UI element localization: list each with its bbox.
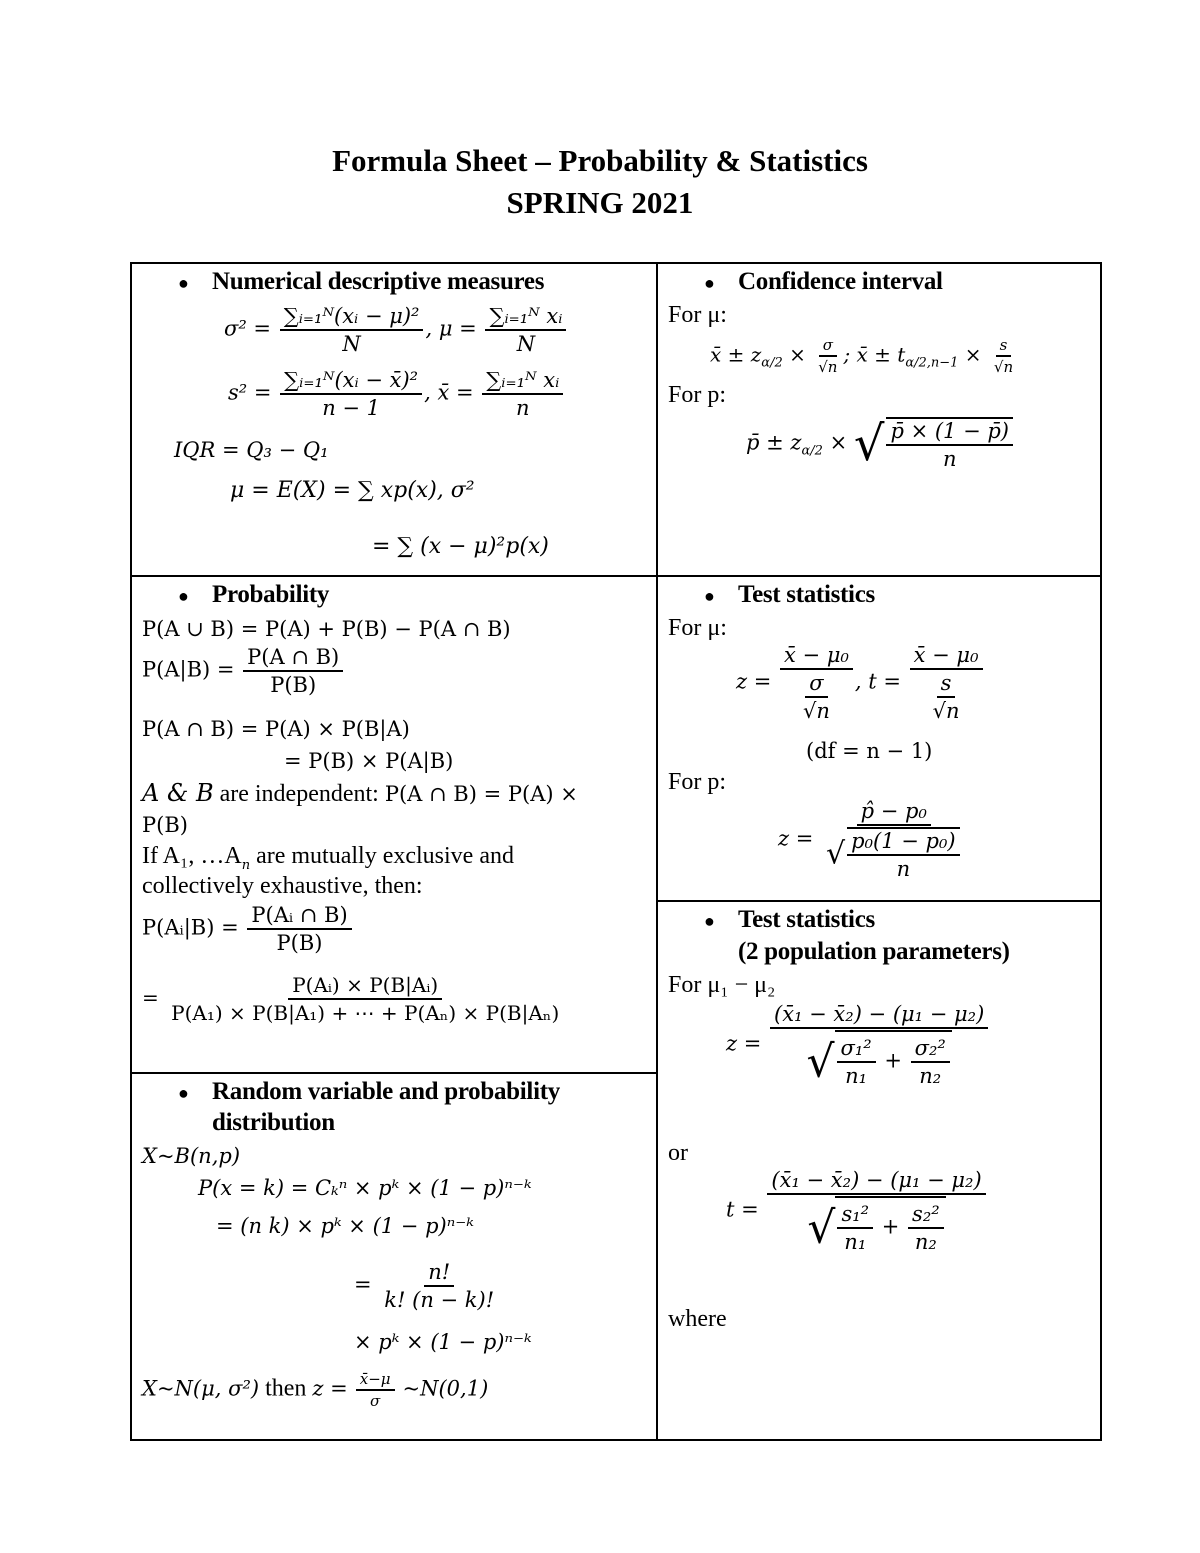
xbar-frac [482,368,563,420]
sigma2-num: ∑ᵢ₌₁ᴺ(xᵢ − μ)² [280,304,424,331]
bayes-num: P(Aᵢ ∩ B) [247,903,351,930]
ts2-t-formula [726,1168,988,1254]
mu-lhs: , μ = [425,316,477,341]
ts2-t-lhs: t = [726,1197,759,1222]
ci-mu-part-c: ; x̄ ± t [843,342,906,367]
ts-for-mu: For μ: [668,615,727,641]
ci-mu-frac1-den: √n [818,358,838,376]
normal-a: X~N(μ, σ²) [142,1376,260,1401]
xbar-num: ∑ᵢ₌₁ᴺ xᵢ [482,368,563,395]
confidence-heading-text: Confidence interval [738,268,943,295]
expectation-formula: μ = E(X) = ∑ xp(x), σ² [230,478,475,503]
intersection-formula-1: P(A ∩ B) = P(A) × P(B|A) [142,717,410,741]
ci-mu-formula [710,336,1019,376]
ts2-t-root-b-den: n₂ [914,1230,937,1254]
ci-for-mu: For μ: [668,302,727,328]
sqrt-icon: √ [806,1036,835,1088]
probability-cell [132,577,656,1072]
ts-t-lhs: , t = [854,669,901,694]
confidence-heading [704,268,943,296]
test-stats-heading [704,581,875,609]
bullet-icon: ● [178,586,189,606]
binomial-pmf-3 [354,1260,500,1312]
ts2-for-mu-text: For μ₁ − μ₂ [668,972,776,998]
bayes-formula-expanded [142,973,565,1025]
binomial-pmf-2: = (n k) × pᵏ × (1 − p)ⁿ⁻ᵏ [216,1214,474,1238]
table-right-border [1100,262,1102,1441]
intersection-formula-2: = P(B) × P(A|B) [284,749,454,773]
probability-heading-text: Probability [212,581,330,608]
test-stats2-heading-2: (2 population parameters) [738,938,1010,965]
ts-zp-frac [822,799,966,881]
ci-mu-times-1: × [789,342,806,367]
indep-c: P(A ∩ B) = P(A) × [384,782,578,806]
bullet-icon: ● [178,273,189,293]
numerical-heading-text: Numerical descriptive measures [212,268,545,295]
union-formula: P(A ∪ B) = P(A) + P(B) − P(A ∩ B) [142,617,511,641]
ts2-t-root-b-num: s₂² [908,1202,944,1229]
numerical-heading [178,268,545,296]
variance-population-formula [224,304,568,356]
ts-z-num: x̄ − μ₀ [780,643,853,670]
ci-mu-frac-2 [990,336,1017,376]
ts2-t-root-a-den: n₁ [844,1230,867,1254]
ci-p-part-a: p̄ ± z [746,430,802,455]
ts2-z-root-a-den: n₁ [845,1064,868,1088]
sigma2-den: N [342,332,361,356]
cond-lhs: P(A|B) = [142,657,235,682]
normal-standardize [142,1370,488,1410]
xbar-den: n [516,396,530,420]
numerical-measures-cell [132,264,656,575]
ts2-z-root-b-den: n₂ [919,1064,942,1088]
iqr-formula: IQR = Q₃ − Q₁ [174,438,329,462]
bayes2-lhs: = [142,985,159,1010]
ci-p-root-frac [886,417,1013,471]
ts2-t-den [803,1195,949,1254]
table-bottom-border [130,1439,1102,1441]
page-title: Formula Sheet – Probability & Statistics [332,143,868,178]
test-stats2-heading-1: Test statistics [738,906,875,933]
ts2-t-num: (x̄₁ − x̄₂) − (μ₁ − μ₂) [767,1168,985,1195]
ci-mu-times-2: × [964,342,982,367]
random-variable-heading [178,1078,560,1106]
ts-t-num: x̄ − μ₀ [910,643,983,670]
s2-num: ∑ᵢ₌₁ᴺ(xᵢ − x̄)² [280,368,422,395]
indep-a: A & B [142,779,214,807]
ts2-t-root-b [908,1202,944,1254]
ts2-z-root: $\frac{\text{σ₁²}}{\text{n₁}}$ + $\frac{\text{σ₂²}}{\text{n₂}}$ [835,1030,952,1088]
ci-mu-sub-c: α/2,n−1 [905,355,959,371]
ci-for-p: For p: [668,382,727,408]
xbar-lhs: , x̄ = [424,380,474,405]
bayes2-num: P(Aᵢ) × P(B|Aᵢ) [288,973,442,1000]
ts-zp-den [822,826,966,881]
binomial-def: X~B(n,p) [142,1144,241,1168]
mu-den: N [516,332,536,356]
indep-b: are independent: [213,781,385,807]
ts2-t-root-a-num: s₁² [837,1202,873,1229]
ts2-z-den [803,1029,956,1088]
ts-t-frac [910,643,983,723]
pmf3-den: k! (n − k)! [384,1288,495,1312]
ci-p-sub-a: α/2 [801,443,823,459]
normal-c: z = [312,1376,348,1401]
ts2-where: where [668,1306,727,1332]
cond-frac [243,645,343,697]
confidence-interval-cell [658,264,1100,575]
independence-line [142,779,578,808]
bayes-den: P(B) [276,931,323,955]
test-stats2-heading [704,906,875,934]
ts2-z-root-a [837,1036,876,1088]
bullet-icon: ● [704,273,715,293]
ci-p-root-num: p̄ × (1 − p̄) [886,419,1013,446]
conditional-formula [142,645,345,697]
exclusive-a: If A₁, …A [142,843,242,869]
cond-den: P(B) [270,673,317,697]
ts2-z-num: (x̄₁ − x̄₂) − (μ₁ − μ₂) [770,1002,988,1029]
variance-expectation-formula: = ∑ (x − μ)²p(x) [372,534,549,559]
ci-mu-frac1-num: σ [819,336,837,357]
ci-mu-frac2-den: √n [993,358,1014,376]
ts2-z-lhs: z = [726,1031,762,1056]
test-stats-heading-text: Test statistics [738,581,875,608]
random-variable-heading-1: Random variable and probability [212,1078,560,1105]
ts2-z-root-b-num: σ₂² [911,1036,950,1063]
exclusive-b: are mutually exclusive and [250,843,514,869]
ts-z-den [793,670,840,723]
page-subtitle: SPRING 2021 [506,185,694,220]
ts-zp-root-frac [847,827,959,881]
ts-t-den-den: √n [932,699,960,723]
test-statistics-2pop-cell [658,902,1100,1439]
ts-mu-formula [736,643,985,723]
pmf3-frac [380,1260,498,1312]
ts2-t-root: $\frac{\text{s₁²}}{\text{n₁}}$ + $\frac{\text{s₂²}}{\text{n₂}}$ [835,1196,945,1254]
sigma2-frac [280,304,424,356]
ts2-z-formula [726,1002,990,1088]
normal-d: ~N(0,1) [402,1376,489,1401]
independence-line-2: P(B) [142,813,188,837]
ts2-t-root-a [837,1202,873,1254]
bullet-icon: ● [704,586,715,606]
ts-z-den-frac [799,671,834,723]
ts-df: (df = n − 1) [806,739,933,763]
normal-frac [356,1370,395,1410]
bayes-formula [142,903,354,955]
ts2-for-mu [668,972,775,999]
s2-lhs: s² = [228,380,272,405]
sigma2-lhs: σ² = [224,316,272,341]
exhaustive-line: collectively exhaustive, then: [142,873,423,899]
normal-num: x̄−μ [356,1370,395,1391]
probability-heading [178,581,330,609]
normal-den: σ [370,1392,381,1410]
bayes2-frac [167,973,563,1025]
ci-mu-part-a: x̄ ± z [710,342,762,367]
random-variable-heading-2: distribution [212,1109,335,1136]
sqrt-icon: √ [826,836,846,872]
ci-p-root-den: n [942,447,957,471]
variance-sample-formula [228,368,565,420]
ts-t-den [923,670,970,723]
bullet-icon: ● [704,911,715,931]
ts-p-formula [778,799,968,881]
ts-z-frac [780,643,853,723]
normal-b: then [259,1375,313,1402]
ts-z-lhs: z = [736,669,772,694]
s2-den: n − 1 [322,396,381,420]
ts2-z-root-a-num: σ₁² [837,1036,876,1063]
ts-zp-root-den: n [896,857,911,881]
bayes-lhs: P(Aᵢ|B) = [142,915,239,940]
ts-zp-root-num: p₀(1 − p₀) [847,829,959,856]
pmf3-lhs: = [354,1272,372,1297]
ts-z-den-num: σ [805,671,827,698]
ci-p-times: × [829,430,848,455]
binomial-pmf-4: × pᵏ × (1 − p)ⁿ⁻ᵏ [354,1330,532,1354]
mu-frac [485,304,566,356]
ts2-t-frac [767,1168,985,1254]
binomial-pmf-1: P(x = k) = Cₖⁿ × pᵏ × (1 − p)ⁿ⁻ᵏ [198,1176,532,1200]
ts2-z-root-b [911,1036,950,1088]
cond-num: P(A ∩ B) [243,645,343,672]
ts-zp-lhs: z = [778,826,814,851]
exclusive-line [142,843,514,873]
ts-z-den-den: √n [803,699,830,723]
bayes-frac [247,903,351,955]
ts-zp-num: p̂ − p₀ [857,799,931,826]
ci-mu-frac2-num: s [996,336,1012,357]
s2-frac [280,368,422,420]
ts2-z-frac [770,1002,988,1088]
pmf3-num: n! [424,1260,454,1287]
mu-num: ∑ᵢ₌₁ᴺ xᵢ [485,304,566,331]
test-statistics-cell [658,577,1100,900]
ts-for-p: For p: [668,769,727,795]
bayes2-den: P(A₁) × P(B|A₁) + ⋯ + P(Aₙ) × P(B|Aₙ) [171,1001,560,1025]
exclusive-sub: n [241,857,251,873]
ci-mu-frac-1 [814,336,841,376]
ts-t-den-num: s [937,671,956,698]
ci-mu-sub-a: α/2 [761,355,783,371]
random-variable-cell [132,1074,656,1439]
ts-t-den-frac [929,671,964,723]
bullet-icon: ● [178,1083,189,1103]
ci-p-formula [746,416,1015,472]
sqrt-icon: √ [807,1202,836,1254]
sqrt-icon: √ [853,416,885,472]
ts2-or: or [668,1140,688,1166]
